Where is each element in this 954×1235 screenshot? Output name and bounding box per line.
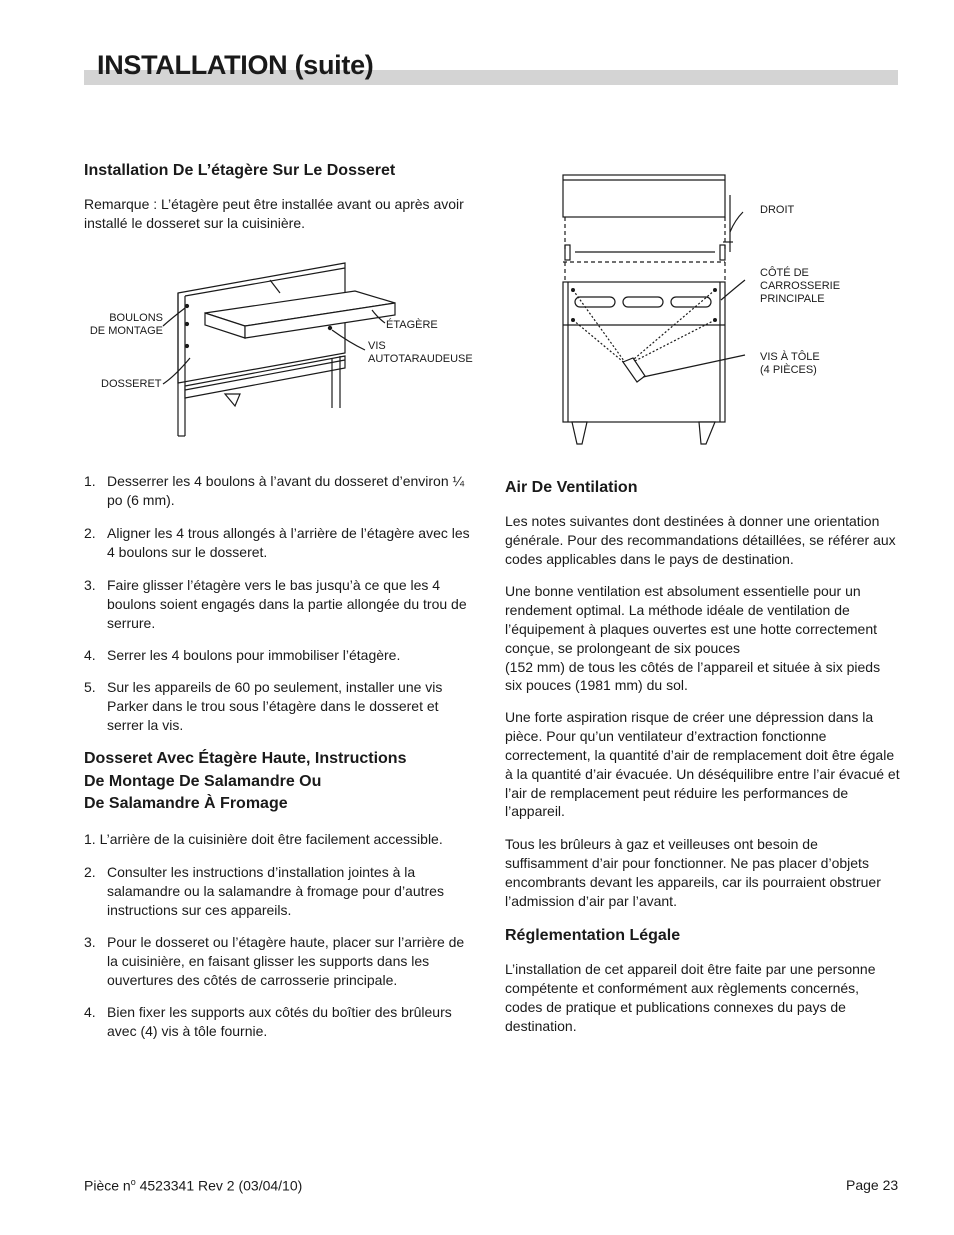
shelf-section-heading: Installation De L’étagère Sur Le Dosseret [84, 162, 396, 179]
ventilation-heading: Air De Ventilation [505, 479, 638, 496]
ventilation-paragraph: Une forte aspiration risque de créer une dépression dans la pièce. Pour qu’un ventilateur d’extraction fonctionne correctement, la quantité d’air de remplacement doit être égale à la quantité d’air évacuée. Un déséquilibre entre l’air évacué et l’air de remplacement peut réduire les performances de l’appareil. [505, 709, 900, 820]
label-shelf: ÉTAGÈRE [386, 319, 438, 331]
label-right: DROIT [760, 204, 795, 216]
shelf-note: Remarque : L’étagère peut être installée avant ou après avoir installé le dosseret sur la cuisinière. [84, 196, 464, 231]
label-backguard: DOSSERET [101, 378, 162, 390]
footer-part-number: Pièce $n^o$ 4523341 Rev 2 (03/04/10) [84, 1177, 303, 1194]
page-title: INSTALLATION (suite) [97, 50, 374, 80]
label-mounting-bolts: BOULONS DE MONTAGE [89, 312, 163, 338]
list-item: 1. Desserrer les 4 boulons à l’avant du dosseret d’environ ¼ po (6 mm). [84, 473, 465, 508]
ventilation-paragraph: Tous les brûleurs à gaz et veilleuses ont besoin de suffisamment d’air pour fonctionner. Ne pas placer d’objets encombrants devant les appareils, car ils pourraient obstruer l’admission d’air par l’avant. [505, 836, 881, 909]
salamander-section-heading: Dosseret Avec Étagère Haute, Instructions De Montage De Salamandre Ou De Salamandre À Fromage [84, 750, 407, 813]
legal-paragraph: L’installation de cet appareil doit être faite par une personne compétente et conformément aux règlements concernés, codes de pratique et publications connexes du pays de destination. [505, 961, 876, 1034]
list-item: 3. Faire glisser l’étagère vers le bas jusqu’à ce que les 4 boulons soient engagés dans la partie allongée du trou de serrure. [84, 577, 467, 631]
list-item: 4. Bien fixer les supports aux côtés du boîtier des brûleurs avec (4) vis à tôle fournie. [84, 1004, 452, 1039]
list-item: 5. Sur les appareils de 60 po seulement, installer une vis Parker dans le trou sous l’étagère dans le dosseret et serrer la vis. [84, 679, 443, 733]
legal-heading: Réglementation Légale [505, 927, 681, 944]
label-sheet-metal-screws: VIS À TÔLE (4 PIÈCES) [760, 351, 820, 377]
shelf-steps-list [84, 472, 476, 742]
label-main-body-side: CÔTÉ DE CARROSSERIE PRINCIPALE [760, 267, 841, 306]
list-item: 3. Pour le dosseret ou l’étagère haute, placer sur l’arrière de la cuisinière, en faisant glisser les supports dans les ouvertures des côtés de carrosserie principale. [84, 934, 465, 988]
ventilation-paragraph: Une bonne ventilation est absolument essentielle pour un rendement optimal. La méthode idéale de ventilation de l’équipement à plaques ouvertes est une hotte correctement conçue, se prolongeant de six pouces (152 mm) de tous les côtés de l’appareil et située à six pieds six pouces (1981 mm) du sol. [505, 583, 881, 694]
range-side-figure [555, 170, 755, 450]
footer-page-number: Page 23 [846, 1177, 899, 1193]
list-item: 2. Aligner les 4 trous allongés à l’arrière de l’étagère avec les 4 boulons sur le dosseret. [84, 525, 470, 560]
list-item: 2. Consulter les instructions d’installation jointes à la salamandre ou la salamandre à fromage pour d’autres instructions sur ces appareils. [84, 864, 444, 918]
ventilation-paragraph: Les notes suivantes dont destinées à donner une orientation générale. Pour des recommandations détaillées, se référer aux codes applicables dans le pays de destination. [505, 513, 896, 567]
label-self-tapping-screw: VIS AUTOTARAUDEUSE [368, 340, 473, 366]
salamander-steps-list [84, 863, 476, 1043]
salamander-step-1: 1. L’arrière de la cuisinière doit être facilement accessible. [84, 831, 443, 847]
list-item: 4. Serrer les 4 boulons pour immobiliser l’étagère. [84, 647, 401, 663]
